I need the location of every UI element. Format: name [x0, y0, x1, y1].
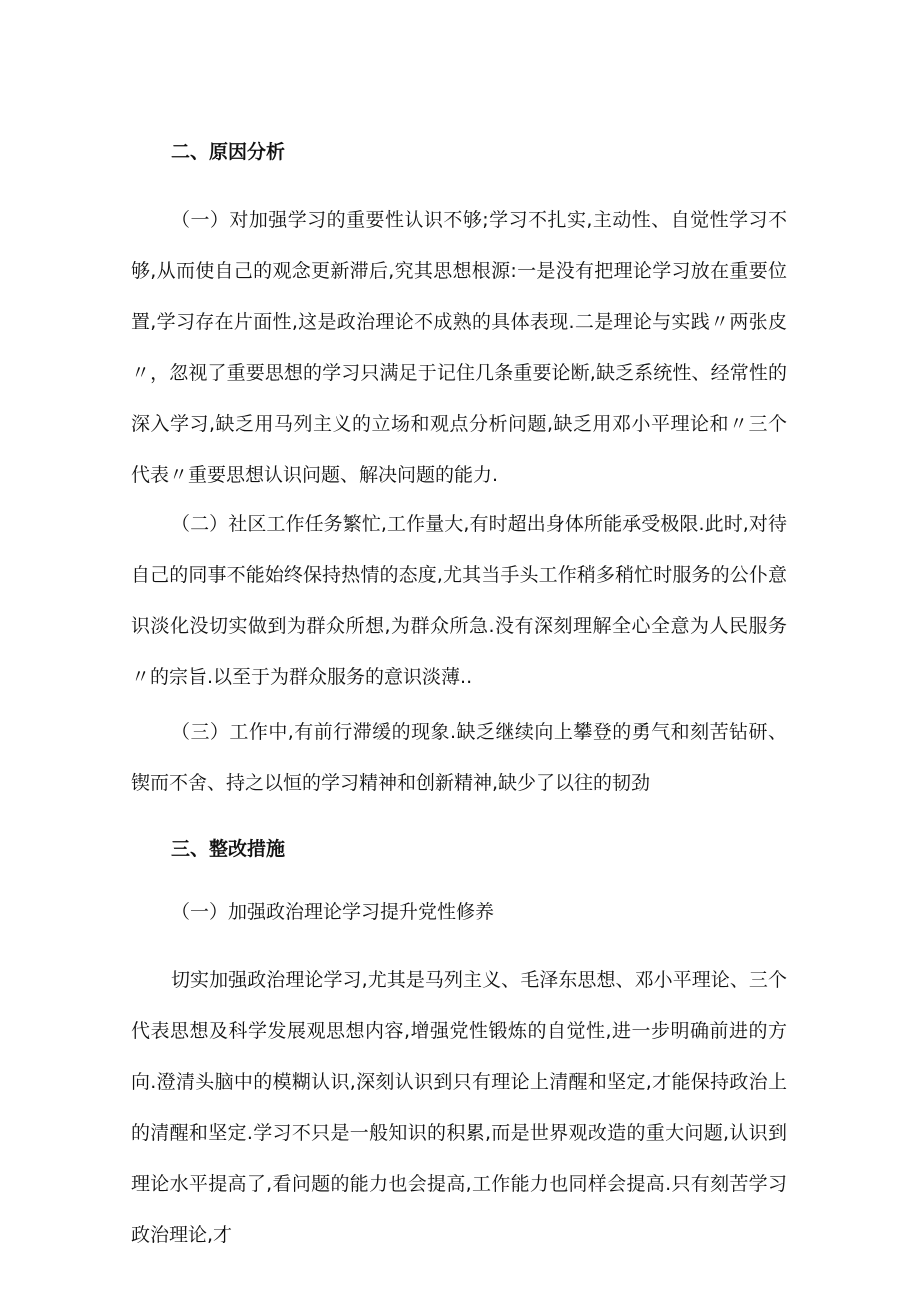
- section-heading-cause-analysis: 二、原因分析: [171, 141, 286, 163]
- paragraph-cause-2: （二）社区工作任务繁忙,工作量大,有时超出身体所能承受极限.此时,对待自己的同事不能始终保持热情的态度,尤其当手头工作稍多稍忙时服务的公仆意识淡化没切实做到为群众所想,为群众所急.没有深刻理解全心全意为人民服务〃的宗旨.以至于为群众服务的意识淡薄..: [131, 513, 787, 688]
- subheading-political-theory-study: （一）加强政治理论学习提升党性修养: [171, 901, 495, 923]
- paragraph-cause-3: （三）工作中,有前行滞缓的现象.缺乏继续向上攀登的勇气和刻苦钻研、锲而不舍、持之以恒的学习精神和创新精神,缺少了以往的韧劲: [131, 721, 787, 794]
- paragraph-cause-1: （一）对加强学习的重要性认识不够;学习不扎实,主动性、自觉性学习不够,从而使自己的观念更新滞后,究其思想根源:一是没有把理论学习放在重要位置,学习存在片面性,这是政治理论不成熟的具体表现.二是理论与实践〃两张皮〃，忽视了重要思想的学习只满足于记住几条重要论断,缺乏系统性、经常性的深入学习,缺乏用马列主义的立场和观点分析问题,缺乏用邓小平理论和〃三个代表〃重要思想认识问题、解决问题的能力.: [131, 209, 787, 486]
- paragraph-measure-1: 切实加强政治理论学习,尤其是马列主义、毛泽东思想、邓小平理论、三个代表思想及科学发展观思想内容,增强党性锻炼的自觉性,进一步明确前进的方向.澄清头脑中的模糊认识,深刻认识到只有理论上清醒和坚定,才能保持政治上的清醒和坚定.学习不只是一般知识的积累,而是世界观改造的重大问题,认识到理论水平提高了,看问题的能力也会提高,工作能力也同样会提高.只有刻苦学习政治理论,才: [131, 969, 787, 1246]
- section-heading-rectification-measures: 三、整改措施: [171, 838, 286, 860]
